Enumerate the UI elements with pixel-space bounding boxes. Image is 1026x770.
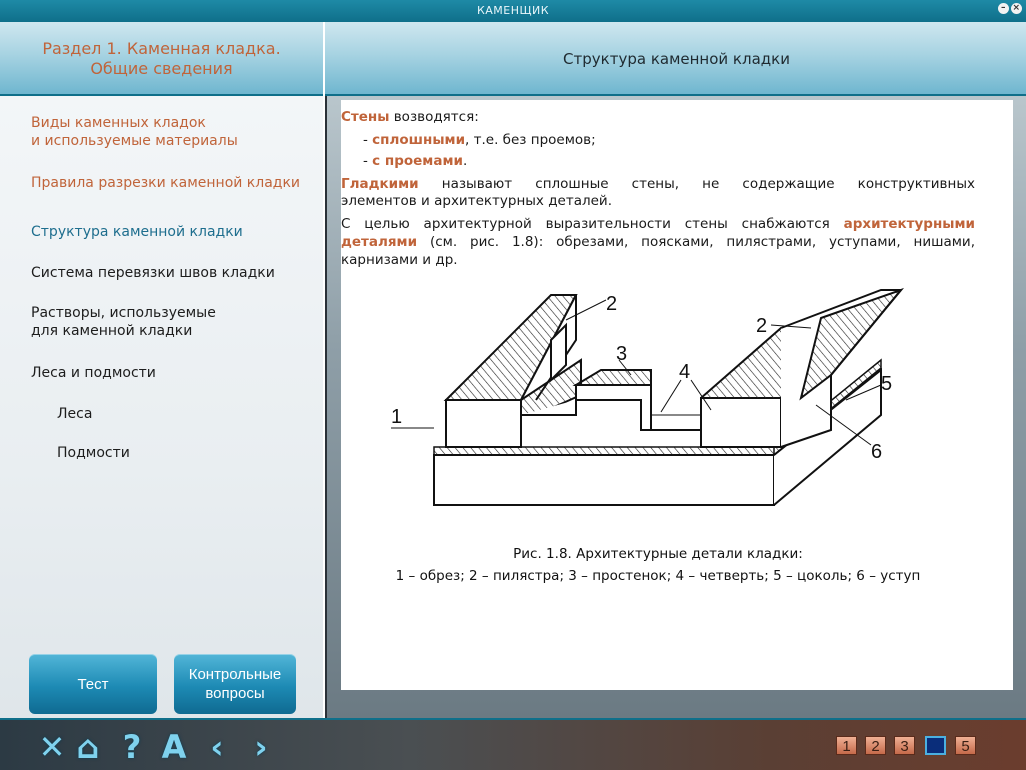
home-icon[interactable]: ⌂ (76, 728, 100, 766)
sidebar (0, 96, 325, 718)
figure-label: 1 (391, 406, 403, 428)
sidebar-item-mortars[interactable] (31, 304, 216, 340)
sidebar-item-bonding[interactable]: Система перевязки швов кладки (31, 265, 275, 281)
minimize-icon[interactable]: – (998, 3, 1009, 14)
walls-term: Стены (341, 109, 390, 125)
sidebar-item-kinds[interactable] (31, 114, 238, 150)
page-title: Структура каменной кладки (563, 50, 790, 68)
figure-caption (341, 543, 975, 587)
sidebar-item-cutting-rules[interactable]: Правила разрезки каменной кладки (31, 175, 301, 191)
smooth-text: называют сплошные стены, не содержащие конструктивных (418, 176, 975, 192)
sidebar-item-scaffolding[interactable]: Леса и подмости (31, 365, 156, 381)
test-button[interactable]: Тест (29, 654, 157, 714)
walls-text: возводятся: (389, 109, 479, 125)
close-window-icon[interactable]: × (1012, 3, 1021, 13)
openings-text: . (462, 153, 468, 169)
sidebar-item-scaffolds[interactable]: Леса (57, 406, 93, 422)
arch-text: С целью архитектурной выразительности стены снабжаются (341, 216, 844, 232)
solid-term: сплошными (372, 132, 466, 148)
page-button-3[interactable]: 3 (894, 736, 915, 755)
sidebar-item-label: для каменной кладки (31, 323, 193, 339)
window-title: КАМЕНЩИК (476, 4, 550, 17)
figure-label: 2 (606, 293, 618, 315)
content-panel (341, 100, 1013, 690)
control-questions-label-1: Контрольные (188, 666, 282, 683)
bullet-dash: - (363, 132, 373, 148)
bottom-toolbar (0, 718, 1026, 770)
bullet-dash: - (363, 153, 373, 169)
sidebar-item-label: Растворы, используемые (31, 305, 216, 321)
forward-icon[interactable]: › (254, 728, 268, 766)
window-title-bar (0, 0, 1026, 22)
font-icon[interactable]: A (161, 728, 187, 766)
smooth-walls-line2: элементов и архитектурных деталей. (341, 193, 612, 209)
bullet-openings (363, 153, 997, 169)
sidebar-item-platforms[interactable]: Подмости (57, 445, 130, 461)
page-button-2[interactable]: 2 (865, 736, 886, 755)
figure-label: 6 (871, 441, 883, 463)
sidebar-item-label: Виды каменных кладок (31, 115, 206, 131)
header (0, 22, 1026, 96)
window-controls (998, 3, 1022, 14)
back-icon[interactable]: ‹ (210, 728, 224, 766)
figure-label: 3 (616, 343, 628, 365)
solid-text: , т.е. без проемов; (465, 132, 596, 148)
control-questions-button[interactable] (174, 654, 296, 714)
caption-legend: 1 – обрез; 2 – пилястра; 3 – простенок; 4 – четверть; 5 – цоколь; 6 – уступ (395, 568, 921, 584)
details-text: (см. рис. 1.8): обрезами, поясками, пилястрами, уступами, нишами, (417, 234, 975, 250)
control-questions-label-2: вопросы (205, 685, 265, 702)
caption-title: Рис. 1.8. Архитектурные детали кладки: (513, 546, 803, 562)
sidebar-item-label: и используемые материалы (31, 133, 238, 149)
arch-term: архитектурными (843, 216, 975, 232)
help-icon[interactable]: ? (122, 728, 142, 766)
smooth-term: Гладкими (341, 176, 419, 192)
close-icon[interactable]: ✕ (38, 728, 66, 766)
section-title: Раздел 1. Каменная кладка. Общие сведения (0, 22, 325, 96)
masonry-figure (361, 280, 981, 540)
page-button-5[interactable]: 5 (955, 736, 976, 755)
arch-details-line3: карнизами и др. (341, 252, 458, 268)
walls-paragraph (341, 109, 975, 125)
page-button-1[interactable]: 1 (836, 736, 857, 755)
figure-label: 2 (756, 315, 768, 337)
figure-label: 5 (881, 373, 893, 395)
figure-label: 4 (679, 361, 691, 383)
page-button-4-current[interactable] (925, 736, 946, 755)
arch-details-line2 (341, 234, 975, 250)
openings-term: с проемами (372, 153, 463, 169)
smooth-walls-line1 (341, 176, 975, 192)
details-term: деталями (341, 234, 418, 250)
bullet-solid (363, 132, 997, 148)
sidebar-item-structure[interactable]: Структура каменной кладки (31, 224, 243, 240)
arch-details-line1 (341, 216, 975, 232)
